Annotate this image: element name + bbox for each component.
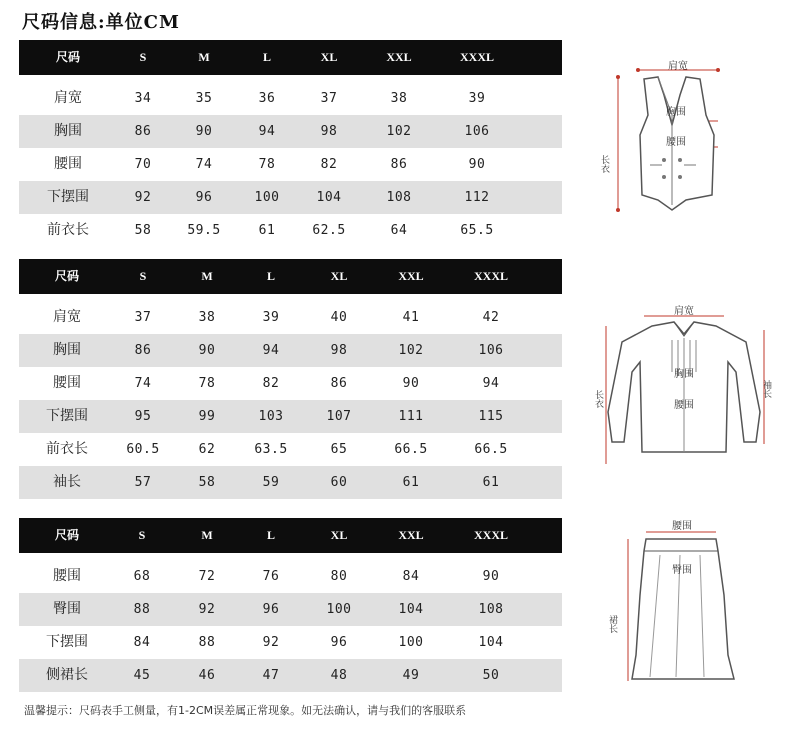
size-table-skirt: [19, 518, 562, 692]
table-cell: 49: [402, 668, 420, 683]
spacer: [19, 294, 562, 301]
table-row: [19, 367, 562, 400]
table-cell: 39: [262, 310, 280, 325]
table-cell: 90: [468, 157, 486, 172]
row-label: 袖长: [53, 474, 81, 490]
row-label: 肩宽: [54, 90, 82, 106]
header-cell: L: [266, 528, 276, 542]
row-label: 胸围: [54, 123, 82, 139]
table-cell: 86: [390, 157, 408, 172]
row-label: 下摆围: [46, 408, 88, 424]
table-cell: 61: [402, 475, 420, 490]
table-cell: 107: [326, 409, 352, 424]
table-cell: 76: [262, 569, 280, 584]
table-cell: 34: [134, 91, 152, 106]
table-cell: 66.5: [474, 442, 508, 457]
table-cell: 41: [402, 310, 420, 325]
table-row: [19, 334, 562, 367]
vest-chest-label: 胸围: [666, 107, 686, 118]
table-cell: 64: [390, 223, 408, 238]
header-cell: XXXL: [473, 528, 509, 542]
table-cell: 60.5: [126, 442, 160, 457]
table-row: [19, 433, 562, 466]
table-cell: 112: [464, 190, 490, 205]
table-cell: 84: [402, 569, 420, 584]
vest-length-label: 长衣: [599, 155, 609, 173]
table-cell: 94: [262, 343, 280, 358]
table-cell: 106: [464, 124, 490, 139]
table-cell: 102: [398, 343, 424, 358]
table-cell: 68: [133, 569, 151, 584]
size-table-shirt: [19, 259, 562, 499]
header-cell: L: [266, 269, 276, 283]
header-cell: M: [201, 528, 213, 542]
row-label: 臀围: [53, 601, 81, 617]
table-cell: 88: [133, 602, 151, 617]
table-cell: 58: [198, 475, 216, 490]
table-row: [19, 214, 562, 247]
table-cell: 90: [198, 343, 216, 358]
size-table-vest: [19, 40, 562, 247]
table-cell: 62: [198, 442, 216, 457]
table-cell: 99: [198, 409, 216, 424]
table-cell: 92: [262, 635, 280, 650]
table-cell: 103: [258, 409, 284, 424]
header-cell: XL: [330, 528, 348, 542]
table-cell: 82: [262, 376, 280, 391]
table-cell: 90: [195, 124, 213, 139]
table-header: [19, 518, 562, 553]
table-cell: 111: [398, 409, 424, 424]
shirt-sleeve-label: 袖长: [761, 380, 771, 398]
table-cell: 65.5: [460, 223, 494, 238]
shirt-chest-label: 胸围: [674, 369, 694, 380]
spacer: [19, 553, 562, 560]
table-cell: 100: [398, 635, 424, 650]
row-label: 前衣长: [47, 222, 89, 238]
row-label: 腰围: [53, 375, 81, 391]
table-row: [19, 659, 562, 692]
skirt-measurement-diagram: [600, 515, 740, 687]
row-label: 侧裙长: [46, 667, 88, 683]
skirt-length-label: 裙长: [607, 615, 617, 633]
table-cell: 78: [258, 157, 276, 172]
table-row: [19, 466, 562, 499]
page-title: 尺码信息:单位CM: [22, 12, 180, 33]
header-cell: S: [139, 50, 147, 64]
skirt-hip-label: 臀围: [672, 565, 692, 576]
header-cell: M: [198, 50, 210, 64]
table-cell: 70: [134, 157, 152, 172]
table-cell: 65: [330, 442, 348, 457]
table-cell: 63.5: [254, 442, 288, 457]
size-note: 温馨提示：尺码表手工侧量，有1-2CM误差属正常现象。如无法确认，请与我们的客服联系: [24, 704, 467, 717]
header-cell: XXXL: [473, 269, 509, 283]
table-cell: 36: [258, 91, 276, 106]
shirt-shoulder-label: 肩宽: [674, 306, 694, 317]
table-cell: 58: [134, 223, 152, 238]
table-cell: 59: [262, 475, 280, 490]
row-label: 下摆围: [46, 634, 88, 650]
row-label: 腰围: [53, 568, 81, 584]
table-cell: 48: [330, 668, 348, 683]
table-cell: 104: [316, 190, 342, 205]
table-cell: 100: [254, 190, 280, 205]
table-cell: 45: [133, 668, 151, 683]
table-cell: 94: [482, 376, 500, 391]
table-cell: 40: [330, 310, 348, 325]
shirt-length-label: 长衣: [593, 390, 603, 408]
table-cell: 47: [262, 668, 280, 683]
table-cell: 108: [478, 602, 504, 617]
table-cell: 39: [468, 91, 486, 106]
table-row: [19, 115, 562, 148]
header-cell: XL: [330, 269, 348, 283]
table-cell: 82: [320, 157, 338, 172]
table-cell: 90: [482, 569, 500, 584]
table-cell: 80: [330, 569, 348, 584]
table-cell: 74: [134, 376, 152, 391]
table-cell: 37: [134, 310, 152, 325]
table-cell: 60: [330, 475, 348, 490]
table-cell: 57: [134, 475, 152, 490]
table-cell: 42: [482, 310, 500, 325]
header-cell: M: [201, 269, 213, 283]
table-cell: 95: [134, 409, 152, 424]
shirt-measurement-diagram: [593, 302, 776, 472]
table-row: [19, 181, 562, 214]
table-cell: 115: [478, 409, 504, 424]
table-cell: 104: [398, 602, 424, 617]
header-cell: S: [139, 269, 147, 283]
table-cell: 35: [195, 91, 213, 106]
header-cell: 尺码: [54, 269, 80, 283]
table-cell: 96: [262, 602, 280, 617]
table-cell: 96: [330, 635, 348, 650]
table-cell: 94: [258, 124, 276, 139]
header-cell: XXXL: [459, 50, 495, 64]
table-cell: 98: [330, 343, 348, 358]
table-row: [19, 148, 562, 181]
table-cell: 46: [198, 668, 216, 683]
table-cell: 108: [386, 190, 412, 205]
table-cell: 66.5: [394, 442, 428, 457]
table-cell: 92: [134, 190, 152, 205]
table-cell: 62.5: [312, 223, 346, 238]
header-cell: XXL: [398, 269, 424, 283]
table-cell: 90: [402, 376, 420, 391]
row-label: 胸围: [53, 342, 81, 358]
table-cell: 96: [195, 190, 213, 205]
table-cell: 59.5: [187, 223, 221, 238]
shirt-waist-label: 腰围: [674, 400, 694, 411]
vest-waist-label: 腰围: [666, 137, 686, 148]
row-label: 肩宽: [53, 309, 81, 325]
table-cell: 88: [198, 635, 216, 650]
table-cell: 98: [320, 124, 338, 139]
table-cell: 50: [482, 668, 500, 683]
table-cell: 84: [133, 635, 151, 650]
table-header: [19, 259, 562, 294]
table-row: [19, 593, 562, 626]
spacer: [19, 75, 562, 82]
table-cell: 37: [320, 91, 338, 106]
header-cell: XL: [320, 50, 338, 64]
table-cell: 86: [134, 124, 152, 139]
row-label: 前衣长: [46, 441, 88, 457]
table-cell: 100: [326, 602, 352, 617]
header-cell: XXL: [398, 528, 424, 542]
table-row: [19, 400, 562, 433]
table-cell: 61: [482, 475, 500, 490]
table-cell: 102: [386, 124, 412, 139]
vest-measurement-diagram: [596, 55, 736, 220]
table-row: [19, 82, 562, 115]
table-cell: 38: [198, 310, 216, 325]
table-cell: 104: [478, 635, 504, 650]
header-cell: S: [138, 528, 146, 542]
table-cell: 86: [330, 376, 348, 391]
skirt-waist-label: 腰围: [672, 521, 692, 532]
table-cell: 106: [478, 343, 504, 358]
table-row: [19, 560, 562, 593]
header-cell: 尺码: [54, 528, 80, 542]
table-cell: 38: [390, 91, 408, 106]
header-cell: XXL: [386, 50, 412, 64]
table-cell: 72: [198, 569, 216, 584]
table-row: [19, 301, 562, 334]
header-cell: 尺码: [55, 50, 81, 64]
table-cell: 78: [198, 376, 216, 391]
table-cell: 92: [198, 602, 216, 617]
row-label: 下摆围: [47, 189, 89, 205]
table-header: [19, 40, 562, 75]
table-cell: 86: [134, 343, 152, 358]
table-cell: 61: [258, 223, 276, 238]
vest-shoulder-label: 肩宽: [668, 61, 688, 72]
header-cell: L: [262, 50, 272, 64]
table-cell: 74: [195, 157, 213, 172]
table-row: [19, 626, 562, 659]
row-label: 腰围: [54, 156, 82, 172]
